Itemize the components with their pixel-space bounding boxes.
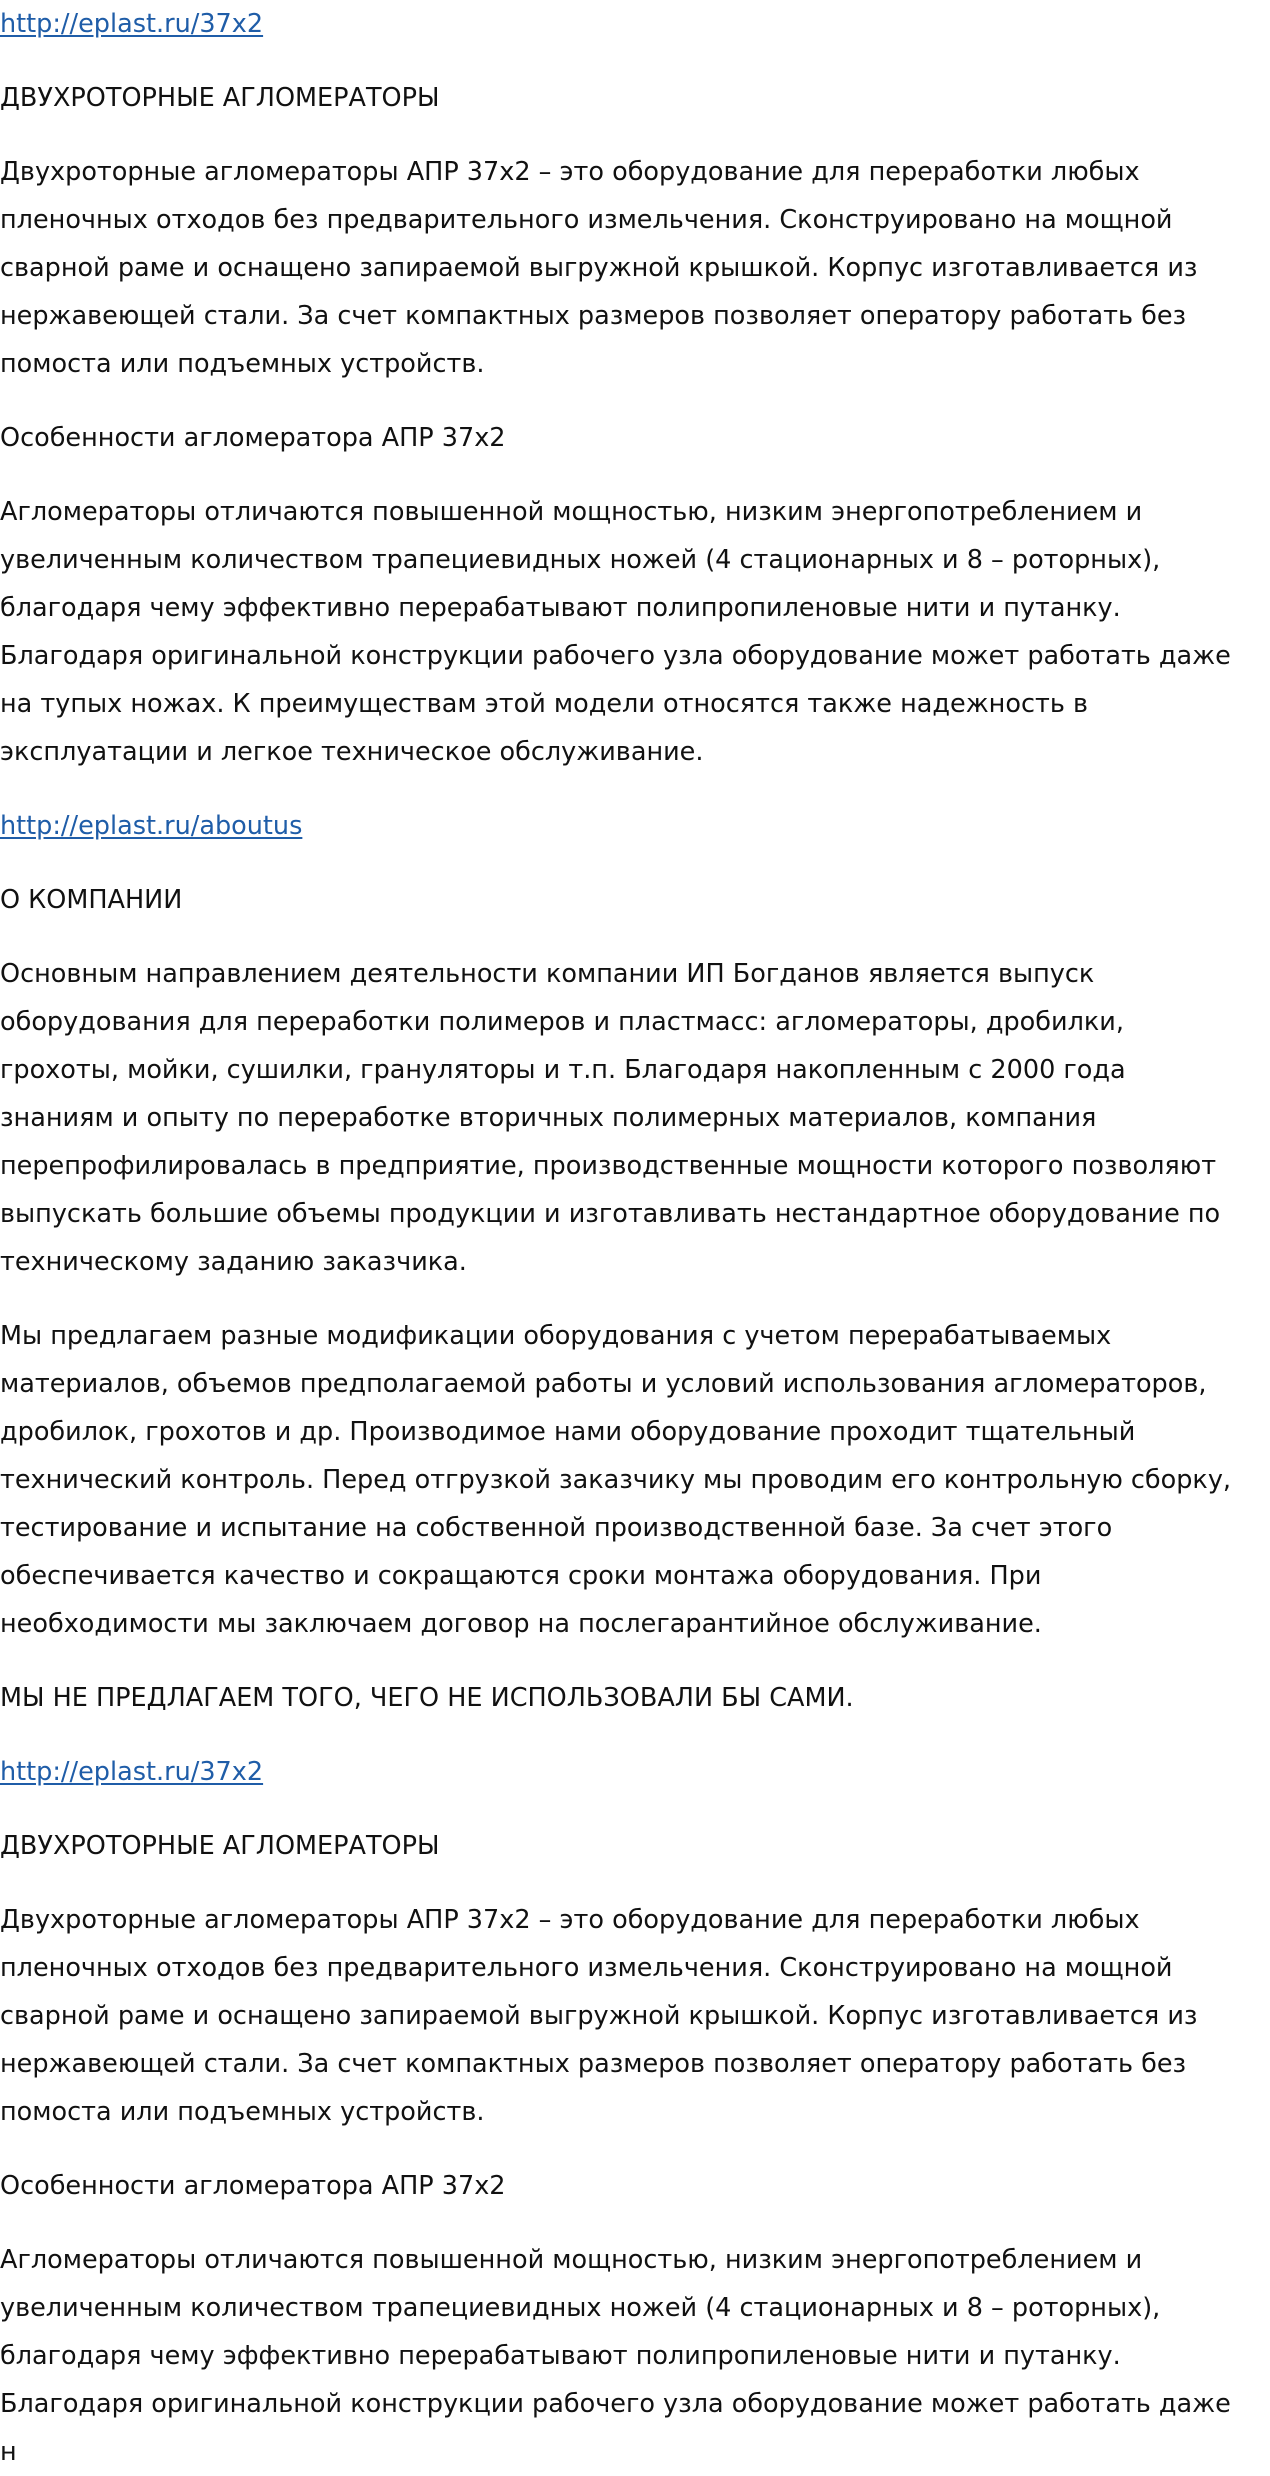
slogan: МЫ НЕ ПРЕДЛАГАЕМ ТОГО, ЧЕГО НЕ ИСПОЛЬЗОВАЛИ БЫ САМИ.	[0, 1683, 854, 1713]
body-paragraph: Двухроторные агломераторы АПР 37х2 – это оборудование для переработки любых пленочных отходов без предварительного измельчения. Сконструировано на мощной сварной раме и оснащено запираемой выгружной крышкой. Корпус изготавливается из нержавеющей стали. За счет компактных размеров позволяет оператору работать без помоста или подъемных устройств.	[0, 157, 1198, 379]
link-eplast-aboutus[interactable]: http://eplast.ru/aboutus	[0, 811, 303, 841]
section-heading: Особенности агломератора АПР 37х2	[0, 2171, 506, 2201]
body-paragraph: Основным направлением деятельности компании ИП Богданов является выпуск оборудования для переработки полимеров и пластмасс: агломераторы, дробилки, грохоты, мойки, сушилки, грануляторы и т.п. Благодаря накопленным с 2000 года знаниям и опыту по переработке вторичных полимерных материалов, компания перепрофилировалась в предприятие, производственные мощности которого позволяют выпускать большие объемы продукции и изготавливать нестандартное оборудование по техническому заданию заказчика.	[0, 959, 1221, 1277]
link-paragraph	[0, 0, 1262, 48]
link-paragraph	[0, 802, 1262, 850]
section-heading: Особенности агломератора АПР 37х2	[0, 423, 506, 453]
section-heading: ДВУХРОТОРНЫЕ АГЛОМЕРАТОРЫ	[0, 83, 440, 113]
body-paragraph: Двухроторные агломераторы АПР 37х2 – это оборудование для переработки любых пленочных отходов без предварительного измельчения. Сконструировано на мощной сварной раме и оснащено запираемой выгружной крышкой. Корпус изготавливается из нержавеющей стали. За счет компактных размеров позволяет оператору работать без помоста или подъемных устройств.	[0, 1905, 1198, 2127]
body-paragraph: Мы предлагаем разные модификации оборудования с учетом перерабатываемых материалов, объемов предполагаемой работы и условий использования агломераторов, дробилок, грохотов и др. Производимое нами оборудование проходит тщательный технический контроль. Перед отгрузкой заказчику мы проводим его контрольную сборку, тестирование и испытание на собственной производственной базе. За счет этого обеспечивается качество и сокращаются сроки монтажа оборудования. При необходимости мы заключаем договор на послегарантийное обслуживание.	[0, 1321, 1232, 1639]
section-heading: ДВУХРОТОРНЫЕ АГЛОМЕРАТОРЫ	[0, 1831, 440, 1861]
link-paragraph	[0, 1748, 1262, 1796]
body-paragraph: Агломераторы отличаются повышенной мощностью, низким энергопотреблением и увеличенным количеством трапециевидных ножей (4 стационарных и 8 – роторных), благодаря чему эффективно перерабатывают полипропиленовые нити и путанку. Благодаря оригинальной конструкции рабочего узла оборудование может работать даже на тупых ножах. К преимуществам этой модели относятся также надежность в эксплуатации и легкое техническое обслуживание.	[0, 497, 1231, 767]
link-eplast-37x2[interactable]: http://eplast.ru/37x2	[0, 9, 264, 39]
section-heading: О КОМПАНИИ	[0, 885, 183, 915]
link-eplast-37x2[interactable]: http://eplast.ru/37x2	[0, 1757, 264, 1787]
body-paragraph: Агломераторы отличаются повышенной мощностью, низким энергопотреблением и увеличенным количеством трапециевидных ножей (4 стационарных и 8 – роторных), благодаря чему эффективно перерабатывают полипропиленовые нити и путанку. Благодаря оригинальной конструкции рабочего узла оборудование может работать даже н	[0, 2245, 1231, 2467]
